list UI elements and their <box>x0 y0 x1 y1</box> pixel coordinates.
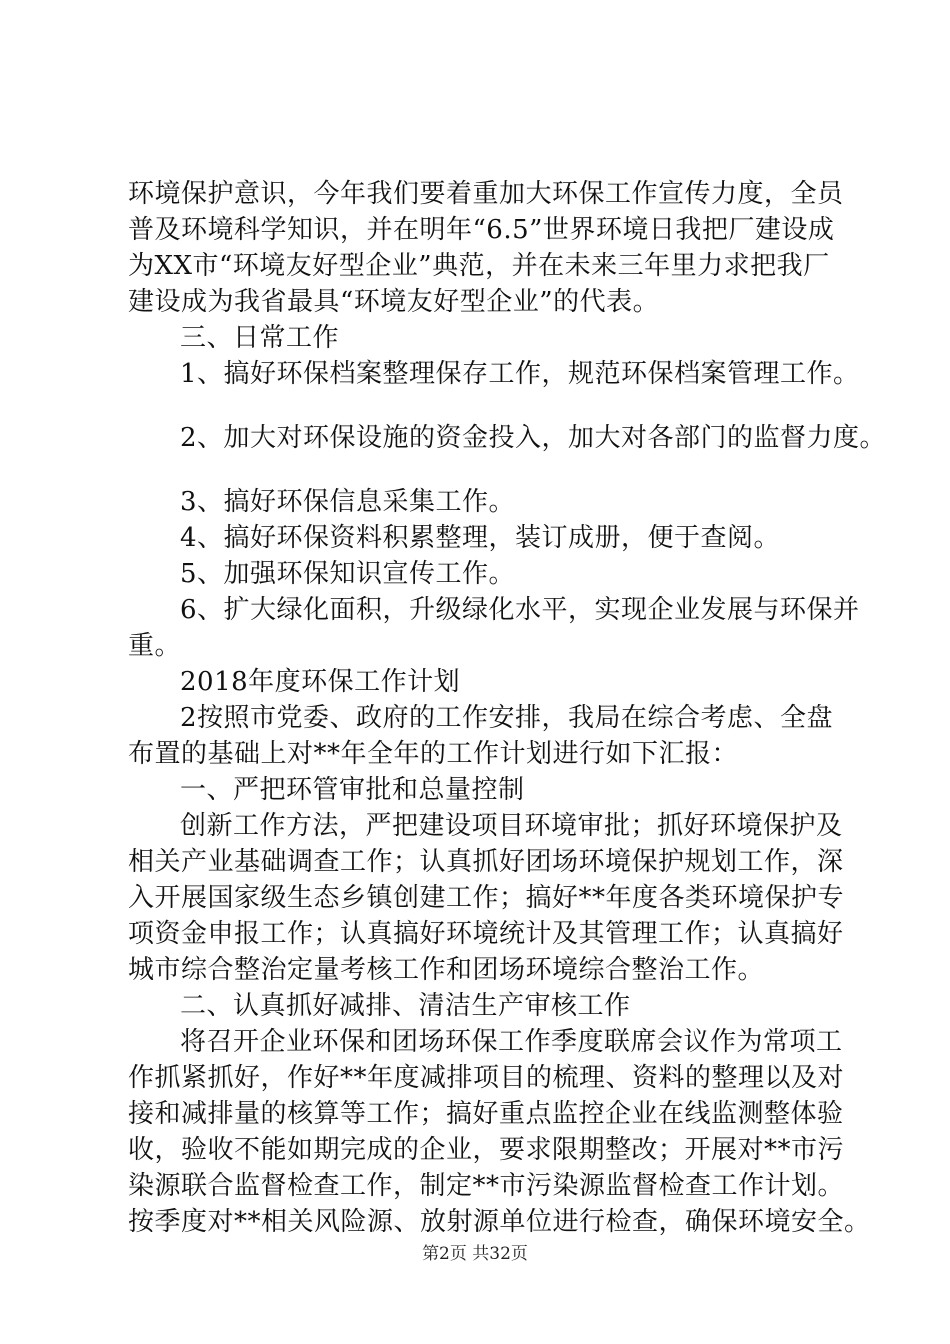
document-title: 2018年度环保工作计划 <box>180 667 461 697</box>
text-line: 将召开企业环保和团场环保工作季度联席会议作为常项工 <box>180 1027 843 1057</box>
list-item: 4、搞好环保资料积累整理，装订成册，便于查阅。 <box>180 523 781 553</box>
list-item: 6、扩大绿化面积，升级绿化水平，实现企业发展与环保并 <box>180 595 860 625</box>
text-line: 按季度对**相关风险源、放射源单位进行检查，确保环境安全。 <box>128 1207 871 1237</box>
text-line: 为XX市“环境友好型企业”典范，并在未来三年里力求把我厂 <box>128 251 830 281</box>
text-line: 重。 <box>128 631 182 661</box>
text-line: 普及环境科学知识，并在明年“6.5”世界环境日我把厂建设成 <box>128 215 835 245</box>
page-footer: 第2页 共32页 <box>422 1244 528 1264</box>
text-line: 建设成为我省最具“环境友好型企业”的代表。 <box>128 287 660 317</box>
text-line: 作抓紧抓好，作好**年度减排项目的梳理、资料的整理以及对 <box>128 1063 845 1093</box>
text-line: 布置的基础上对**年全年的工作计划进行如下汇报： <box>128 739 739 769</box>
list-item: 3、搞好环保信息采集工作。 <box>180 487 516 517</box>
list-item: 1、搞好环保档案整理保存工作，规范环保档案管理工作。 <box>180 359 860 389</box>
text-line: 2按照市党委、政府的工作安排，我局在综合考虑、全盘 <box>180 703 834 733</box>
text-line: 项资金申报工作；认真搞好环境统计及其管理工作；认真搞好 <box>128 919 844 949</box>
text-line: 入开展国家级生态乡镇创建工作；搞好**年度各类环境保护专 <box>128 883 845 913</box>
list-item: 5、加强环保知识宣传工作。 <box>180 559 516 589</box>
text-line: 城市综合整治定量考核工作和团场环境综合整治工作。 <box>128 955 765 985</box>
section-heading: 二、认真抓好减排、清洁生产审核工作 <box>180 991 631 1021</box>
section-heading: 一、严把环管审批和总量控制 <box>180 775 525 805</box>
text-line: 染源联合监督检查工作，制定**市污染源监督检查工作计划。 <box>128 1171 845 1201</box>
text-line: 创新工作方法，严把建设项目环境审批；抓好环境保护及 <box>180 811 843 841</box>
section-heading: 三、日常工作 <box>180 323 340 353</box>
list-item: 2、加大对环保设施的资金投入，加大对各部门的监督力度。 <box>180 423 887 453</box>
text-line: 接和减排量的核算等工作；搞好重点监控企业在线监测整体验 <box>128 1099 844 1129</box>
text-line: 环境保护意识，今年我们要着重加大环保工作宣传力度，全员 <box>128 179 844 209</box>
text-line: 收，验收不能如期完成的企业，要求限期整改；开展对**市污 <box>128 1135 845 1165</box>
text-line: 相关产业基础调查工作；认真抓好团场环境保护规划工作，深 <box>128 847 844 877</box>
